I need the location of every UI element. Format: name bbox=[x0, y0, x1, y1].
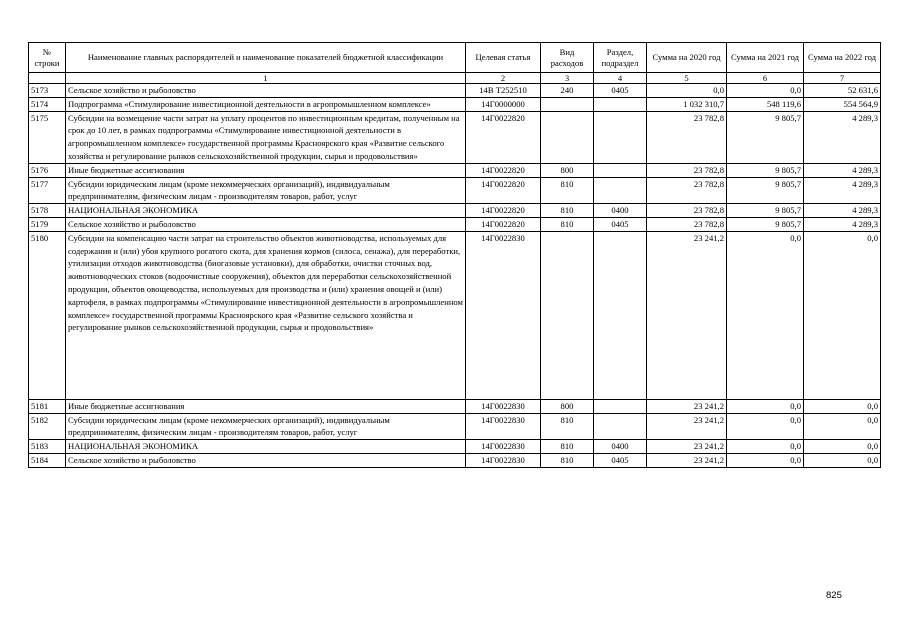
row-target: 14Г0022820 bbox=[466, 204, 541, 218]
table-row bbox=[29, 399, 881, 413]
table-row bbox=[29, 231, 881, 399]
row-type: 810 bbox=[541, 440, 594, 454]
budget-table bbox=[28, 42, 881, 468]
row-name: Сельское хозяйство и рыболовство bbox=[66, 84, 466, 98]
row-type: 810 bbox=[541, 177, 594, 204]
row-name: Субсидии на возмещение части затрат на уплату процентов по инвестиционным кредитам, полученным на срок до 10 лет, в рамках подпрограммы «Стимулирование инвестиционной деятельности в агропромышленном комплексе» государственной программы Красноярского края «Развитие сельского хозяйства и регулирование рынков сельскохозяйственной продукции, сырья и продовольствия» bbox=[66, 111, 466, 163]
row-sum-2020: 23 241,2 bbox=[647, 399, 727, 413]
row-sum-2021: 9 805,7 bbox=[727, 204, 804, 218]
row-number: 5176 bbox=[29, 163, 66, 177]
row-name: Подпрограмма «Стимулирование инвестиционной деятельности в агропромышленном комплексе» bbox=[66, 97, 466, 111]
row-target: 14Г0000000 bbox=[466, 97, 541, 111]
row-target: 14Г0022820 bbox=[466, 163, 541, 177]
row-section: 0405 bbox=[594, 453, 647, 467]
row-name: НАЦИОНАЛЬНАЯ ЭКОНОМИКА bbox=[66, 204, 466, 218]
row-section bbox=[594, 177, 647, 204]
row-target: 14Г0022830 bbox=[466, 440, 541, 454]
column-number: 2 bbox=[466, 73, 541, 84]
table-row bbox=[29, 177, 881, 204]
column-number: 3 bbox=[541, 73, 594, 84]
row-section bbox=[594, 163, 647, 177]
row-name: НАЦИОНАЛЬНАЯ ЭКОНОМИКА bbox=[66, 440, 466, 454]
table-row bbox=[29, 111, 881, 163]
row-number: 5184 bbox=[29, 453, 66, 467]
row-name: Субсидии юридическим лицам (кроме некоммерческих организаций), индивидуальным предпринимателям, физическим лицам - производителям товаров, работ, услуг bbox=[66, 413, 466, 440]
row-section: 0400 bbox=[594, 204, 647, 218]
column-number-row bbox=[29, 73, 881, 84]
table-body bbox=[29, 84, 881, 468]
header-row bbox=[29, 43, 881, 73]
row-number: 5178 bbox=[29, 204, 66, 218]
row-sum-2021: 0,0 bbox=[727, 453, 804, 467]
row-section bbox=[594, 111, 647, 163]
row-sum-2020: 23 241,2 bbox=[647, 453, 727, 467]
column-number: 4 bbox=[594, 73, 647, 84]
table-row bbox=[29, 413, 881, 440]
row-number: 5180 bbox=[29, 231, 66, 399]
row-name: Сельское хозяйство и рыболовство bbox=[66, 453, 466, 467]
row-type: 810 bbox=[541, 453, 594, 467]
table-row bbox=[29, 453, 881, 467]
row-sum-2020: 23 782,8 bbox=[647, 111, 727, 163]
row-sum-2020: 23 782,8 bbox=[647, 163, 727, 177]
row-sum-2022: 0,0 bbox=[804, 453, 881, 467]
table-row bbox=[29, 204, 881, 218]
row-number: 5183 bbox=[29, 440, 66, 454]
header-sum-2020: Сумма на 2020 год bbox=[647, 43, 727, 73]
row-name: Иные бюджетные ассигнования bbox=[66, 163, 466, 177]
row-sum-2022: 0,0 bbox=[804, 413, 881, 440]
row-type: 800 bbox=[541, 399, 594, 413]
table-row bbox=[29, 97, 881, 111]
row-sum-2022: 4 289,3 bbox=[804, 204, 881, 218]
row-type: 810 bbox=[541, 413, 594, 440]
row-target: 14Г0022820 bbox=[466, 111, 541, 163]
row-number: 5174 bbox=[29, 97, 66, 111]
row-sum-2020: 23 241,2 bbox=[647, 413, 727, 440]
row-sum-2022: 554 564,9 bbox=[804, 97, 881, 111]
header-row-number: № строки bbox=[29, 43, 66, 73]
row-type: 810 bbox=[541, 217, 594, 231]
row-type: 810 bbox=[541, 204, 594, 218]
row-type bbox=[541, 111, 594, 163]
row-sum-2021: 0,0 bbox=[727, 399, 804, 413]
row-target: 14Г0022820 bbox=[466, 177, 541, 204]
header-expense-type: Вид расходов bbox=[541, 43, 594, 73]
row-sum-2022: 0,0 bbox=[804, 231, 881, 399]
row-sum-2022: 4 289,3 bbox=[804, 111, 881, 163]
row-sum-2021: 0,0 bbox=[727, 413, 804, 440]
table-row bbox=[29, 440, 881, 454]
row-sum-2022: 0,0 bbox=[804, 399, 881, 413]
row-type bbox=[541, 97, 594, 111]
row-target: 14Г0022830 bbox=[466, 413, 541, 440]
column-number: 6 bbox=[727, 73, 804, 84]
row-sum-2021: 9 805,7 bbox=[727, 177, 804, 204]
row-sum-2021: 0,0 bbox=[727, 440, 804, 454]
row-sum-2020: 23 782,8 bbox=[647, 217, 727, 231]
header-sum-2021: Сумма на 2021 год bbox=[727, 43, 804, 73]
row-name: Иные бюджетные ассигнования bbox=[66, 399, 466, 413]
row-name: Субсидии на компенсацию части затрат на строительство объектов животноводства, используемых для содержания и (или) убоя крупного рогатого скота, для хранения кормов (силоса, сенажа), для переработки, утилизации отходов животноводства (биогазовые установки), для обработки, очистки сточных вод, животноводческих стоков (водоочистные сооружения), объектов для переработки сельскохозяйственной продукции, объектов овощеводства, используемых для производства и (или) хранения овощей и (или) картофеля, в рамках подпрограммы «Стимулирование инвестиционной деятельности в агропромышленном комплексе» государственной программы Красноярского края «Развитие сельского хозяйства и регулирование рынков сельскохозяйственной продукции, сырья и продовольствия» bbox=[66, 231, 466, 399]
column-number: 1 bbox=[66, 73, 466, 84]
row-sum-2021: 9 805,7 bbox=[727, 111, 804, 163]
row-sum-2020: 23 782,8 bbox=[647, 204, 727, 218]
page-number: 825 bbox=[826, 590, 842, 601]
header-section: Раздел, подраздел bbox=[594, 43, 647, 73]
row-section: 0405 bbox=[594, 84, 647, 98]
row-section: 0400 bbox=[594, 440, 647, 454]
row-section bbox=[594, 97, 647, 111]
row-type: 240 bbox=[541, 84, 594, 98]
row-section: 0405 bbox=[594, 217, 647, 231]
header-name: Наименование главных распорядителей и наименование показателей бюджетной классификации bbox=[66, 43, 466, 73]
row-section bbox=[594, 231, 647, 399]
row-section bbox=[594, 399, 647, 413]
row-sum-2021: 9 805,7 bbox=[727, 217, 804, 231]
row-number: 5177 bbox=[29, 177, 66, 204]
row-sum-2022: 52 631,6 bbox=[804, 84, 881, 98]
row-name: Субсидии юридическим лицам (кроме некоммерческих организаций), индивидуальным предпринимателям, физическим лицам - производителям товаров, работ, услуг bbox=[66, 177, 466, 204]
row-sum-2022: 4 289,3 bbox=[804, 177, 881, 204]
row-sum-2020: 23 241,2 bbox=[647, 440, 727, 454]
row-number: 5175 bbox=[29, 111, 66, 163]
row-name: Сельское хозяйство и рыболовство bbox=[66, 217, 466, 231]
row-number: 5179 bbox=[29, 217, 66, 231]
row-target: 14В Т252510 bbox=[466, 84, 541, 98]
row-sum-2022: 0,0 bbox=[804, 440, 881, 454]
row-sum-2020: 23 241,2 bbox=[647, 231, 727, 399]
row-target: 14Г0022820 bbox=[466, 217, 541, 231]
row-number: 5181 bbox=[29, 399, 66, 413]
row-sum-2021: 0,0 bbox=[727, 84, 804, 98]
row-target: 14Г0022830 bbox=[466, 399, 541, 413]
row-target: 14Г0022830 bbox=[466, 453, 541, 467]
column-number bbox=[29, 73, 66, 84]
row-target: 14Г0022830 bbox=[466, 231, 541, 399]
table-row bbox=[29, 84, 881, 98]
column-number: 7 bbox=[804, 73, 881, 84]
row-number: 5182 bbox=[29, 413, 66, 440]
row-sum-2020: 23 782,8 bbox=[647, 177, 727, 204]
row-sum-2021: 0,0 bbox=[727, 231, 804, 399]
row-sum-2022: 4 289,3 bbox=[804, 217, 881, 231]
row-sum-2022: 4 289,3 bbox=[804, 163, 881, 177]
table-row bbox=[29, 217, 881, 231]
row-sum-2021: 548 119,6 bbox=[727, 97, 804, 111]
row-type bbox=[541, 231, 594, 399]
column-number: 5 bbox=[647, 73, 727, 84]
table-row bbox=[29, 163, 881, 177]
row-sum-2020: 1 032 310,7 bbox=[647, 97, 727, 111]
row-sum-2020: 0,0 bbox=[647, 84, 727, 98]
header-sum-2022: Сумма на 2022 год bbox=[804, 43, 881, 73]
row-sum-2021: 9 805,7 bbox=[727, 163, 804, 177]
row-number: 5173 bbox=[29, 84, 66, 98]
row-section bbox=[594, 413, 647, 440]
row-type: 800 bbox=[541, 163, 594, 177]
header-target-article: Целевая статья bbox=[466, 43, 541, 73]
